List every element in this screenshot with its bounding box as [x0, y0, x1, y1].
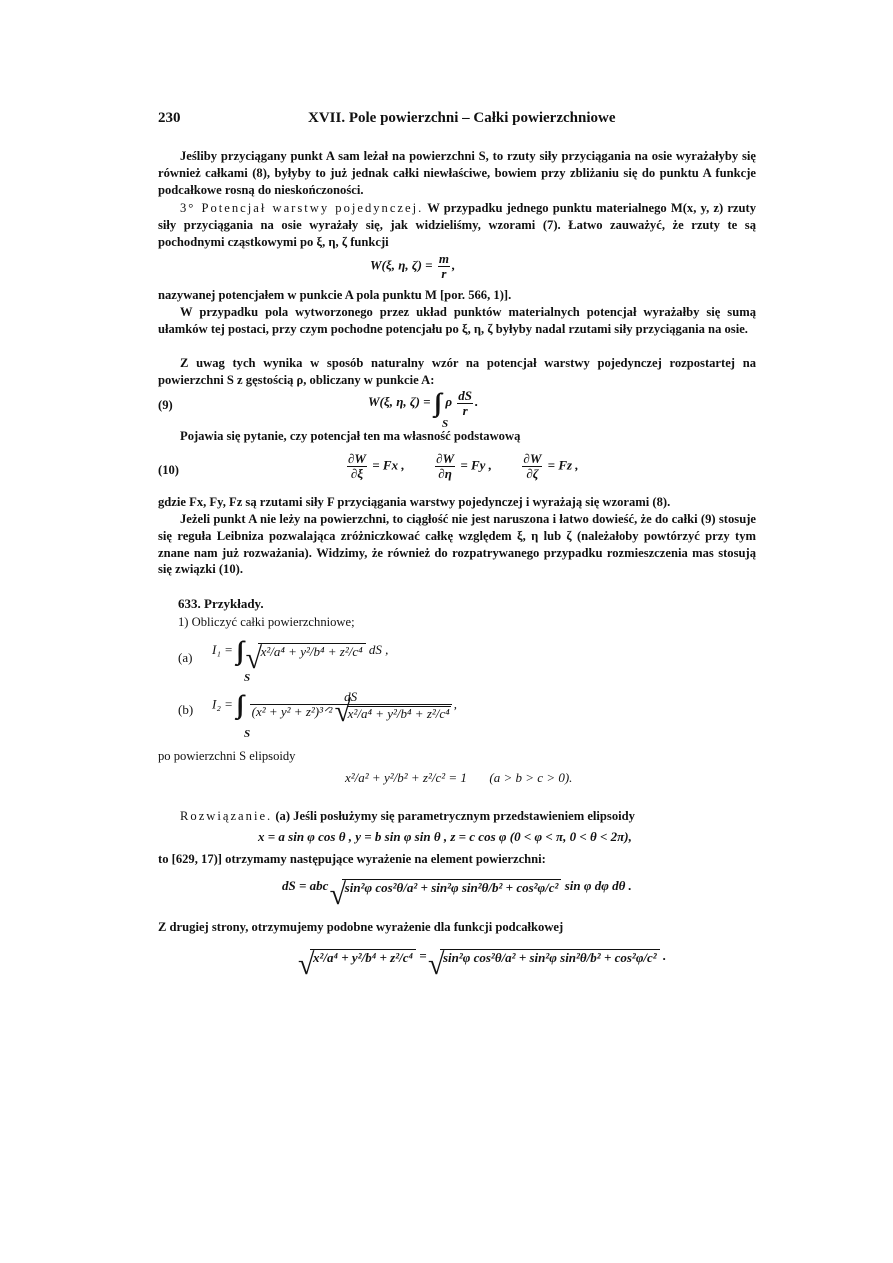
paragraph-2: [158, 200, 756, 250]
double-integral-symbol: ∫∫: [236, 690, 239, 720]
paragraph-6: Pojawia się pytanie, czy potencjał ten ma własność podstawową: [180, 429, 521, 443]
task-text: 1) Obliczyć całki powierzchniowe;: [178, 615, 355, 629]
derivative-zeta: [522, 452, 542, 481]
paragraph-1: Jeśliby przyciągany punkt A sam leżał na powierzchni S, to rzuty siły przyciągania na osie wyrażałyby się również całkami (8), byłyby to już jednak całki niewłaściwe, bowiem przy zbliżaniu się do punktu A funkcje podcałkowe rosną do nieskończoności.: [158, 149, 756, 197]
chapter-title: XVII. Pole powierzchni – Całki powierzchniowe: [308, 110, 616, 126]
numerator: ∂W: [523, 451, 542, 466]
equation-9-lhs: W(ξ, η, ζ) =: [368, 393, 431, 409]
paragraph-5: Z uwag tych wynika w sposób naturalny wzór na potencjał warstwy pojedynczej rozpostartej na powierzchni S z gęstością ρ, obliczany w punkcie A:: [158, 356, 756, 387]
ellipsoid-condition: (a > b > c > 0).: [489, 770, 573, 785]
denominator: [250, 705, 452, 721]
integral-subscript: S: [244, 672, 251, 684]
denominator-sqrt: √ x²/a⁴ + y²/b⁴ + z²/c⁴: [347, 706, 451, 721]
equation-9: W(ξ, η, ζ) = ∫∫ ρ $\frac{dS}{r}$ .: [368, 387, 479, 418]
running-header: [158, 110, 756, 132]
equation-potential-lhs: W(ξ, η, ζ) =: [370, 257, 433, 273]
integrand-lhs: √ x²/a⁴ + y²/b⁴ + z²/c⁴: [310, 949, 416, 966]
integrand-equation: √ x²/a⁴ + y²/b⁴ + z²/c⁴ = √ sin²φ cos²θ/a² + sin²φ sin²θ/b² + cos²φ/c² .: [300, 948, 666, 966]
solution-lead: Rozwiązanie.: [180, 809, 273, 823]
rhs-Fy: = Fy ,: [460, 457, 492, 473]
integral-subscript: S: [442, 418, 449, 430]
paragraph-4: W przypadku pola wytworzonego przez układ punktów materialnych potencjał wyrażałby się sumą ułamków tej postaci, przy czym pochodne potencjału po ξ, η, ζ byłyby nadal rzutami siły przyciągania na osie.: [158, 305, 756, 336]
I1-lhs: I₁ =: [212, 641, 233, 657]
equation-9-label: (9): [158, 398, 173, 412]
equation-potential: W(ξ, η, ζ) = $\frac{m}{r}$ ,: [370, 251, 456, 281]
denominator: ∂ζ: [526, 466, 539, 481]
derivative-xi: [347, 452, 367, 481]
integrand-tail: .: [662, 948, 667, 963]
page-number: 230: [158, 110, 181, 126]
equation-10-label: (10): [158, 463, 179, 477]
integral-subscript: S: [244, 728, 251, 740]
numerator: dS: [250, 690, 452, 705]
paragraph-7: gdzie Fx, Fy, Fz są rzutami siły F przyciągania warstwy pojedynczej i wyrażają się wzorami (8).: [158, 495, 671, 509]
element-text: to [629, 17)] otrzymamy następujące wyrażenie na element powierzchni:: [158, 852, 546, 866]
derivative-eta: [435, 452, 455, 481]
fraction-m-over-r: [438, 252, 450, 281]
ellipsoid-equation: [345, 770, 572, 786]
integral-I1: [212, 636, 388, 666]
numerator: dS: [458, 387, 473, 403]
I2-lhs: I₂ =: [212, 696, 233, 712]
denominator-power: (x² + y² + z²)³ᐟ²: [251, 704, 333, 719]
I2-fraction: [250, 690, 452, 721]
double-integral-symbol: ∫∫: [236, 636, 239, 665]
numerator: ∂W: [348, 451, 366, 466]
ellipsoid-formula: x²/a² + y²/b² + z²/c² = 1: [345, 770, 467, 785]
denominator: ∂η: [438, 466, 452, 481]
item-b-label: (b): [178, 702, 194, 717]
denominator: r: [462, 402, 468, 418]
numerator: ∂W: [436, 451, 455, 466]
rhs-Fz: = Fz ,: [547, 457, 579, 473]
sqrt-radicand: √ x²/a⁴ + y²/b⁴ + z²/c⁴: [258, 643, 366, 660]
dS-radicand: √ sin²φ cos²θ/a² + sin²φ sin²θ/b² + cos²φ/c²: [342, 879, 562, 896]
dS-lhs: dS = abc: [282, 878, 329, 893]
item-a-label: (a): [178, 650, 193, 665]
numerator: m: [438, 251, 449, 266]
rhs-Fx: = Fx ,: [372, 457, 405, 473]
integral-I2: I₂ = ∫∫ $\frac{dS}{\text{(x² + y² + z²)³ᐟ² √ x²/a⁴ + y²/b⁴ + z²/c⁴}}$ ,: [212, 690, 457, 721]
other-side-text: Z drugiej strony, otrzymujemy podobne wyrażenie dla funkcji podcałkowej: [158, 920, 564, 934]
paragraph-8: Jeżeli punkt A nie leży na powierzchni, to ciągłość nie jest naruszona i łatwo dowieść, że do całki (9) stosuje się reguła Leibniza pozwalająca zróżniczkować całkę względem ξ, η lub ζ (należałoby powtórzyć przy tym znane nam już rozważania). Widzimy, że również do rozpatrywanego przypadku rozmieszczenia mas stosują się związki (10).: [158, 512, 756, 577]
section-heading: 633. Przykłady.: [178, 596, 264, 611]
parametrization: x = a sin φ cos θ , y = b sin φ sin θ , z = c cos φ (0 < φ < π, 0 < θ < 2π),: [258, 829, 632, 844]
paragraph-2-text: W przypadku jednego punktu materialnego M(x, y, z) rzuty siły przyciągania na osie wyrażały się, jak widzieliśmy, wzorami (7). Łatwo zauważyć, że rzuty te są pochodnymi cząstkowymi po ξ, η, ζ funkcji: [158, 201, 756, 249]
double-integral-symbol: ∫∫: [433, 388, 437, 417]
denominator: ∂ξ: [350, 466, 364, 481]
denominator: r: [441, 266, 447, 281]
equation-10: [345, 452, 579, 481]
paragraph-3: nazywanej potencjałem w punkcie A pola punktu M [por. 566, 1)].: [158, 288, 512, 302]
subsection-title: 3° Potencjał warstwy pojedynczej.: [180, 201, 424, 215]
dS-tail: sin φ dφ dθ .: [564, 878, 632, 893]
over-surface-text: po powierzchni S elipsoidy: [158, 749, 296, 763]
integrand-rhs: √ sin²φ cos²θ/a² + sin²φ sin²θ/b² + cos²φ/c²: [440, 949, 660, 966]
solution-paragraph: [158, 808, 756, 825]
fraction-dS-over-r: [457, 389, 473, 418]
solution-text: (a) Jeśli posłużymy się parametrycznym przedstawieniem elipsoidy: [275, 809, 635, 823]
density-rho: ρ: [445, 393, 453, 409]
surface-element-equation: [282, 878, 632, 896]
I1-tail: dS ,: [368, 641, 389, 657]
